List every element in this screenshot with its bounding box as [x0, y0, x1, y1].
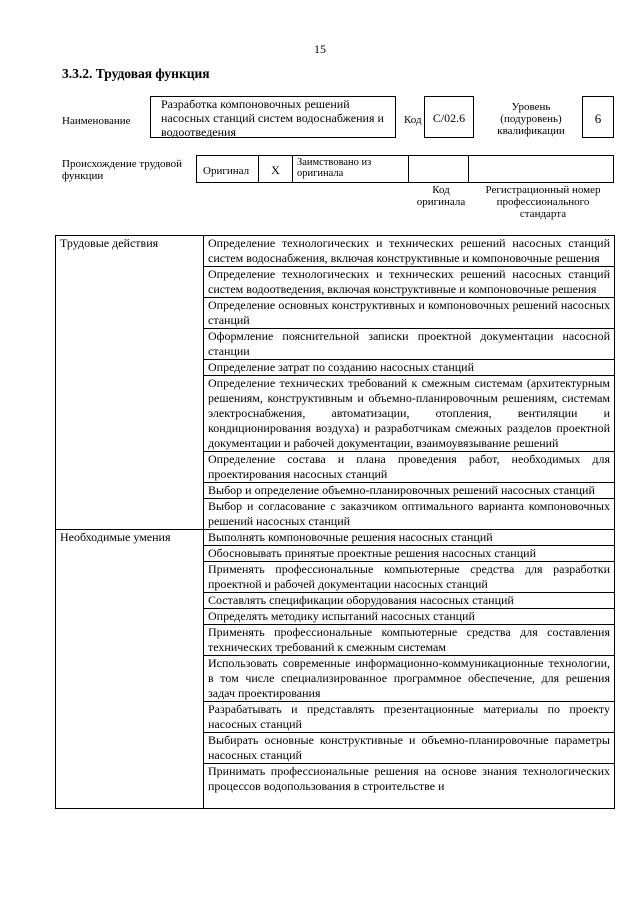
labor-action-item: Определение технологических и технических решений насосных станций систем водоснабжения, включая конструктивные и компоновочные решения: [204, 236, 615, 267]
labor-action-item: Определение технологических и технических решений насосных станций систем водоотведения, включая конструктивные и компоновочные решения: [204, 267, 615, 298]
qualification-level: 6: [582, 96, 614, 138]
level-label: Уровень (подуровень) квалификации: [497, 101, 565, 137]
labor-action-item: Выбор и определение объемно-планировочных решений насосных станций: [204, 483, 615, 499]
required-skill-item: Принимать профессиональные решения на основе знания технологических процессов водопользования в строительстве и: [204, 764, 615, 809]
function-name: Разработка компоновочных решений насосных станций систем водоснабжения и водоотведения: [150, 96, 396, 138]
required-skill-item: Определять методику испытаний насосных станций: [204, 609, 615, 625]
required-skill-item: Составлять спецификации оборудования насосных станций: [204, 593, 615, 609]
original-label: Оригинал: [197, 156, 259, 182]
required-skill-row: [56, 530, 615, 546]
required-skill-item: Выбирать основные конструктивные и объемно-планировочные параметры насосных станций: [204, 733, 615, 764]
labor-action-label: Трудовые действия: [56, 236, 204, 530]
labor-action-item: Выбор и согласование с заказчиком оптимального варианта компоновочных решений насосных станций: [204, 499, 615, 530]
function-code: C/02.6: [424, 96, 474, 138]
code-original-label: Код оригинала: [416, 184, 466, 208]
function-table: [55, 235, 615, 809]
borrowed-label: Заимствовано из оригинала: [293, 156, 409, 182]
reg-number-label: Регистрационный номер профессионального стандарта: [485, 184, 601, 220]
required-skill-item: Применять профессиональные компьютерные средства для разработки проектной и рабочей документации насосных станций: [204, 562, 615, 593]
labor-action-item: Определение технических требований к смежным системам (архитектурным решениям, конструктивным и объемно-планировочным решениям, системам электроснабжения, автоматизации, отопления, вентиляции и кондиционирования воздуха) и разработчикам смежных разделов проектной документации и рабочей документации, взаимоувязывание решений: [204, 376, 615, 452]
required-skill-item: Разрабатывать и представлять презентационные материалы по проекту насосных станций: [204, 702, 615, 733]
code-label: Код: [404, 114, 422, 126]
labor-action-item: Оформление пояснительной записки проектной документации насосной станции: [204, 329, 615, 360]
origin-label: Происхождение трудовой функции: [62, 158, 183, 182]
required-skill-item: Использовать современные информационно-коммуникационные технологии, в том числе специализированное программное обеспечение, для решения задач проектирования: [204, 656, 615, 702]
original-mark: X: [259, 156, 293, 182]
labor-action-item: Определение затрат по созданию насосных станций: [204, 360, 615, 376]
labor-action-row: [56, 236, 615, 267]
labor-action-item: Определение основных конструктивных и компоновочных решений насосных станций: [204, 298, 615, 329]
reg-number-cell: [469, 156, 613, 182]
section-title: 3.3.2. Трудовая функция: [62, 66, 210, 81]
required-skill-item: Применять профессиональные компьютерные средства для составления технических требований к смежным системам: [204, 625, 615, 656]
labor-action-item: Определение состава и плана проведения работ, необходимых для проектирования насосных станций: [204, 452, 615, 483]
required-skill-item: Обосновывать принятые проектные решения насосных станций: [204, 546, 615, 562]
required-skill-item: Выполнять компоновочные решения насосных станций: [204, 530, 615, 546]
name-label: Наименование: [62, 115, 131, 127]
code-original-cell: [409, 156, 469, 182]
page-number: 15: [314, 42, 326, 56]
required-skill-label: Необходимые умения: [56, 530, 204, 809]
origin-table: [196, 155, 614, 183]
